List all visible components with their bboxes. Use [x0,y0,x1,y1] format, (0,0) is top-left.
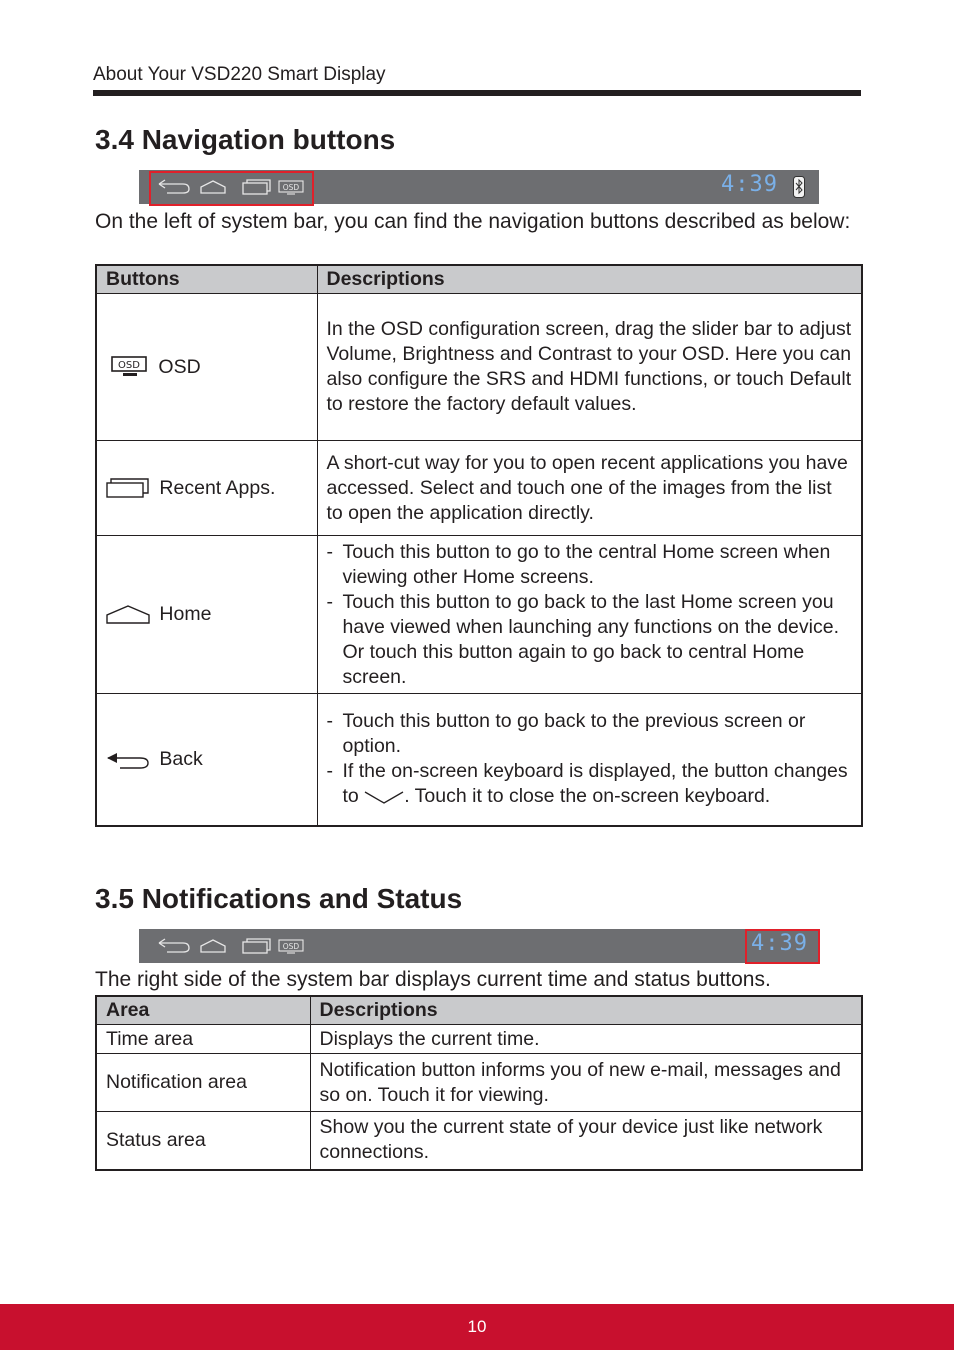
section-heading-navigation: 3.4 Navigation buttons [95,124,396,155]
table-cell-description: In the OSD configuration screen, drag the slider bar to adjust Volume, Brightness and Contrast to your OSD. Here you can also configure the SRS and HDMI functions, or touch Default to restore the factory default values. [317,294,862,441]
table-header-descriptions: Descriptions [310,996,862,1025]
table-cell-area: Status area [96,1112,310,1170]
keyboard-dismiss-icon [364,789,404,805]
system-bar-time: 4:39 [751,931,808,956]
page-header-title: About Your VSD220 Smart Display [93,64,386,85]
bluetooth-icon [793,176,805,198]
home-icon [106,604,150,626]
table-cell-description: Show you the current state of your device just like network connections. [310,1112,862,1170]
table-header-buttons: Buttons [96,265,317,294]
table-header-area: Area [96,996,310,1025]
section-heading-status: 3.5 Notifications and Status [95,883,463,914]
header-rule [93,90,861,96]
page-number: 10 [467,1317,487,1336]
list-item: - Touch this button to go to the central Home screen when viewing other Home screens. [327,540,853,590]
system-bar-status-example [139,929,819,963]
back-icon [159,939,189,952]
button-name-back: Back [159,747,203,770]
table-cell-button [96,441,317,536]
highlight-time-area [745,929,820,964]
table-cell-description [317,694,862,826]
bullet-text-after-icon: . Touch it to close the on-screen keyboard. [404,785,771,808]
table-cell-description: Displays the current time. [310,1025,862,1054]
table-cell-description: A short-cut way for you to open recent applications you have accessed. Select and touch one of the images from the list to open the application directly. [317,441,862,536]
recent-apps-icon [106,477,150,499]
nav-icons-group [157,937,317,955]
table-cell-button [96,536,317,694]
table-cell-button [96,294,317,441]
button-name-recent-apps: Recent Apps. [159,476,276,499]
back-icon [106,749,150,771]
status-areas-table [95,995,863,1171]
highlight-nav-buttons [149,171,314,206]
table-cell-description: Notification button informs you of new e-mail, messages and so on. Touch it for viewing. [310,1054,862,1112]
table-cell-description [317,536,862,694]
osd-icon [279,940,303,953]
bullet-text-before-icon: If the on-screen keyboard is displayed, the button changes to [342,760,848,808]
list-item [327,759,853,809]
home-icon [201,940,225,952]
nav-buttons-table [95,264,863,827]
nav-intro-text: On the left of system bar, you can find the navigation buttons described as below: [95,210,851,233]
table-cell-button [96,694,317,826]
table-cell-area: Time area [96,1025,310,1054]
table-cell-area: Notification area [96,1054,310,1112]
list-item: - Touch this button to go back to the previous screen or option. [327,709,853,759]
status-intro-text: The right side of the system bar displays current time and status buttons. [95,968,771,991]
osd-icon-label: OSD [118,360,140,372]
button-name-osd: OSD [158,355,201,378]
table-header-descriptions: Descriptions [317,265,862,294]
osd-icon-label: OSD [282,183,300,192]
system-bar-time: 4:39 [721,172,778,197]
button-name-home: Home [159,603,212,625]
recent-apps-icon [243,939,270,953]
osd-icon [111,356,149,378]
osd-icon-label: OSD [282,942,300,951]
page-footer [0,1304,954,1350]
list-item: - Touch this button to go back to the last Home screen you have viewed when launching any functions on the device. Or touch this button again to go back to central Home screen. [327,590,853,690]
